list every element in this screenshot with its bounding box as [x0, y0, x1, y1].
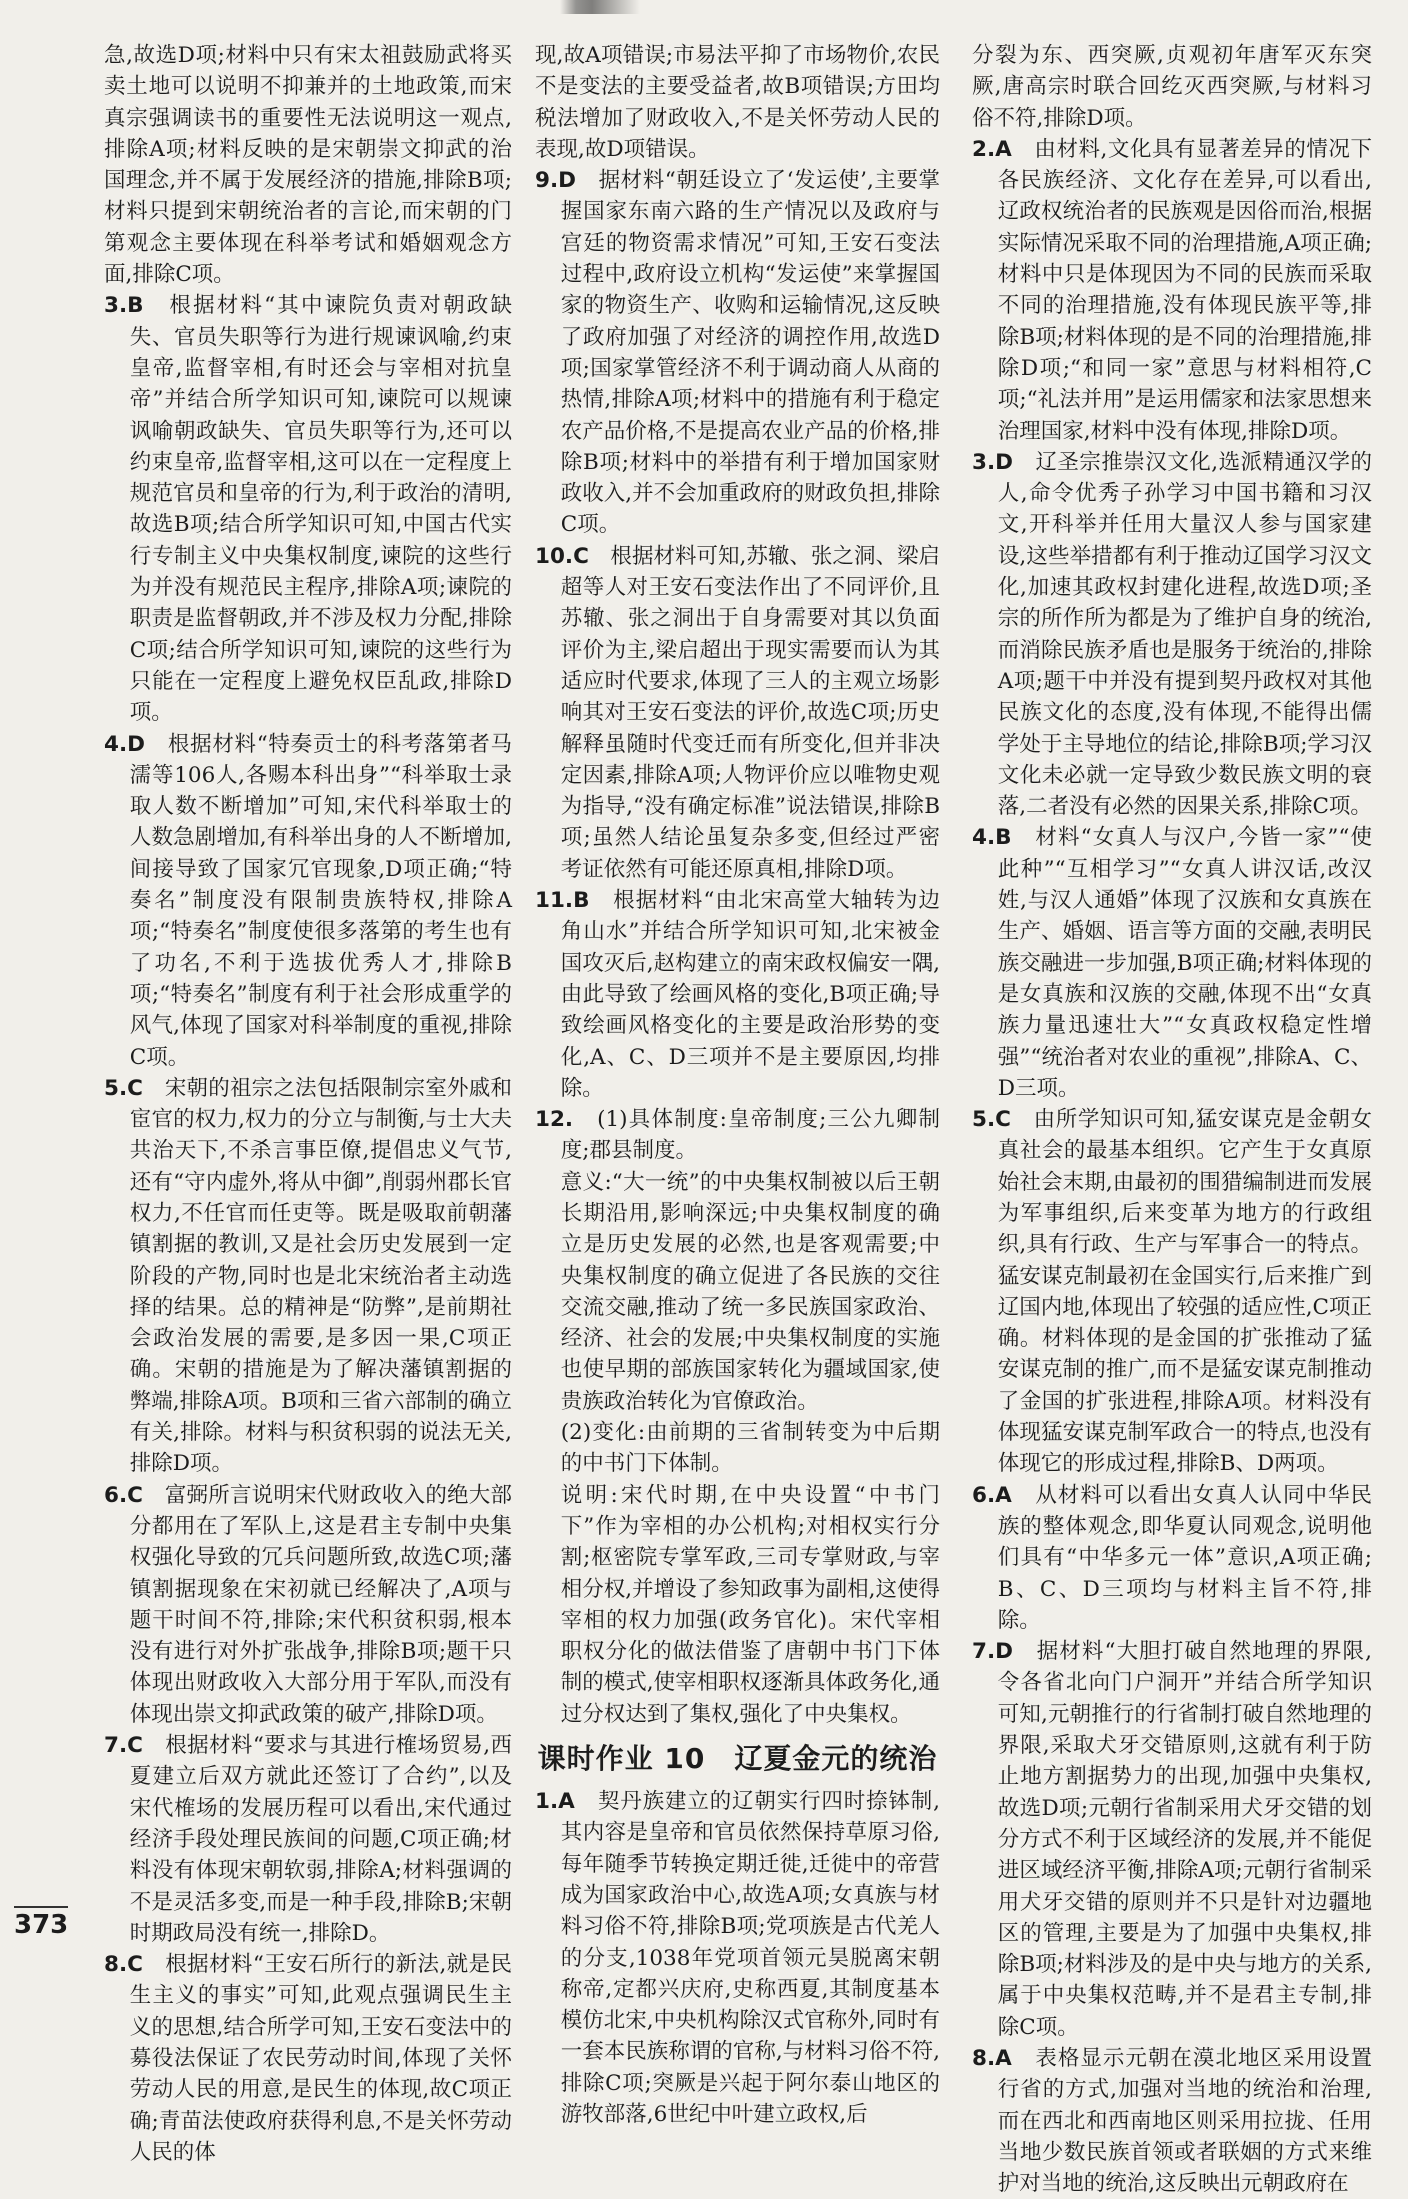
answer-item — [972, 1480, 1372, 1636]
answer-text: 据材料“大胆打破自然地理的界限,令各省北向门户洞开”并结合所学知识可知,元朝推行的行省制打破自然地理的界限,采取犬牙交错原则,这就有利于防止地方割据势力的出现,加强中央集权,故选D项;元朝行省制采用犬牙交错的划分方式不利于区域经济的发展,并不能促进区域经济平衡,排除A项;元朝行省制采用犬牙交错的原则并不只是针对边疆地区的管理,主要是为了加强中央集权,排除B项;材料涉及的是中央与地方的关系,属于中央集权范畴,并不是君主专制,排除C项。 — [997, 1639, 1372, 2040]
column-middle — [535, 40, 940, 2127]
answer-number: 12. — [535, 1107, 574, 1133]
answer-paragraph — [535, 1167, 940, 1417]
answer-text: 从材料可以看出女真人认同中华民族的整体观念,即华夏认同观念,说明他们具有“中华多元一体”意识,A项正确;B、C、D三项均与材料主旨不符,排除。 — [997, 1482, 1372, 1633]
answer-number: 2.A — [972, 136, 1012, 162]
answer-text: 说明:宋代时期,在中央设置“中书门下”作为宰相的办公机构;对相权实行分割;枢密院专掌军政,三司专掌财政,与宰相分权,并增设了参知政事为副相,这使得宰相的权力加强(政务官化)。宋代宰相职权分化的做法借鉴了唐朝中书门下体制的模式,使宰相职权逐渐具体政务化,通过分权达到了集权,强化了中央集权。 — [560, 1482, 940, 1727]
answer-item — [535, 541, 940, 885]
answer-text: 根据材料“王安石所行的新法,就是民生主义的事实”可知,此观点强调民生主义的思想,结合所学可知,王安石变法中的募役法保证了农民劳动时间,体现了关怀劳动人民的用意,是民生的体现,故C项正确;青苗法使政府获得利息,不是关怀劳动人民的体 — [129, 1952, 512, 2165]
answer-item — [972, 1104, 1372, 1480]
answer-paragraph — [972, 40, 1372, 134]
column-right — [972, 40, 1372, 2197]
section-title: 课时作业 10 辽夏金元的统治 — [537, 1742, 938, 1776]
answer-text: (1)具体制度:皇帝制度;三公九卿制度;郡县制度。 — [560, 1107, 940, 1164]
column-left — [104, 40, 512, 2165]
answer-item — [104, 1480, 512, 1730]
answer-number: 6.A — [972, 1482, 1012, 1508]
answer-text: 富弼所言说明宋代财政收入的绝大部分都用在了军队上,这是君主专制中央集权强化导致的冗兵问题所致,故选C项;藩镇割据现象在宋初就已经解决了,A项与题干时间不符,排除;宋代积贫积弱,根本没有进行对外扩张战争,排除B项;题干只体现出财政收入大部分用于军队,而没有体现出崇文抑武政策的破产,排除D项。 — [129, 1482, 512, 1727]
answer-number: 3.B — [104, 293, 144, 319]
answer-number: 4.D — [104, 731, 145, 757]
answer-text: 由所学知识可知,猛安谋克是金朝女真社会的最基本组织。它产生于女真原始社会末期,由最初的围猎编制进而发展为军事组织,后来变革为地方的行政组织,具有行政、生产与军事合一的特点。猛安谋克制最初在金国实行,后来推广到辽国内地,体现出了较强的适应性,C项正确。材料体现的是金国的扩张推动了猛安谋克制的推广,而不是猛安谋克制推动了金国的扩张进程,排除A项。材料没有体现猛安谋克制军政合一的特点,也没有体现它的形成过程,排除B、D两项。 — [997, 1107, 1372, 1477]
answer-paragraph — [535, 1480, 940, 1730]
answer-text: 根据材料可知,苏辙、张之洞、梁启超等人对王安石变法作出了不同评价,且苏辙、张之洞出于自身需要对其以负面评价为主,梁启超出于现实需要而认为其适应时代要求,体现了三人的主观立场影响其对王安石变法的评价,故选C项;历史解释虽随时代变迁而有所变化,但并非决定因素,排除A项;人物评价应以唯物史观为指导,“没有确定标准”说法错误,排除B项;虽然人结论虽复杂多变,但经过严密考证依然有可能还原真相,排除D项。 — [560, 543, 940, 882]
answer-number: 11.B — [535, 888, 590, 914]
answer-text: 根据材料“其中谏院负责对朝政缺失、官员失职等行为进行规谏讽喻,约束皇帝,监督宰相,有时还会与宰相对抗皇帝”并结合所学知识可知,谏院可以规谏讽喻朝政缺失、官员失职等行为,还可以约束皇帝,监督宰相,这可以在一定程度上规范官员和皇帝的行为,利于政治的清明,故选B项;结合所学知识可知,中国古代实行专制主义中央集权制度,谏院的这些行为并没有规范民主程序,排除A项;谏院的职责是监督朝政,并不涉及权力分配,排除C项;结合所学知识可知,谏院的这些行为只能在一定程度上避免权臣乱政,排除D项。 — [129, 293, 512, 726]
answer-item — [104, 1730, 512, 1949]
answer-item — [972, 447, 1372, 823]
answer-text: 根据材料“要求与其进行榷场贸易,西夏建立后双方就此还签订了合约”,以及宋代榷场的发展历程可以看出,宋代通过经济手段处理民族间的问题,C项正确;材料没有体现宋朝软弱,排除A;材料强调的不是灵活多变,而是一种手段,排除B;宋朝时期政局没有统一,排除D。 — [129, 1733, 512, 1946]
scan-smudge — [560, 0, 640, 14]
answer-item — [535, 1104, 940, 1167]
answer-number: 1.A — [535, 1789, 575, 1815]
answer-item — [104, 729, 512, 1073]
answer-number: 8.C — [104, 1952, 143, 1978]
answer-paragraph — [535, 40, 940, 165]
answer-number: 7.C — [104, 1733, 143, 1759]
answer-text: 根据材料“由北宋高堂大轴转为边角山水”并结合所学知识可知,北宋被金国攻灭后,赵构建立的南宋政权偏安一隅,由此导致了绘画风格的变化,B项正确;导致绘画风格变化的主要是政治形势的变化,A、C、D三项并不是主要原因,均排除。 — [560, 888, 940, 1101]
answer-text: 现,故A项错误;市易法平抑了市场物价,农民不是变法的主要受益者,故B项错误;方田均税法增加了财政收入,不是关怀劳动人民的表现,故D项错误。 — [535, 43, 940, 162]
answer-number: 6.C — [104, 1482, 143, 1508]
answer-item — [535, 885, 940, 1104]
answer-text: 表格显示元朝在漠北地区采用设置行省的方式,加强对当地的统治和治理,而在西北和西南地区则采用拉拢、任用当地少数民族首领或者联姻的方式来维护对当地的统治,这反映出元朝政府在 — [997, 2046, 1372, 2197]
answer-text: (2)变化:由前期的三省制转变为中后期的中书门下体制。 — [560, 1420, 940, 1477]
answer-number: 3.D — [972, 449, 1013, 475]
answer-number: 9.D — [535, 168, 576, 194]
answer-text: 辽圣宗推崇汉文化,选派精通汉学的人,命令优秀子孙学习中国书籍和习汉文,开科举并任用大量汉人参与国家建设,这些举措都有利于推动辽国学习汉文化,加速其政权封建化进程,故选D项;圣宗的所作所为都是为了维护自身的统治,而消除民族矛盾也是服务于统治的,排除A项;题干中并没有提到契丹政权对其他民族文化的态度,没有体现,不能得出儒学处于主导地位的结论,排除B项;学习汉文化未必就一定导致少数民族文明的衰落,二者没有必然的因果关系,排除C项。 — [997, 449, 1372, 820]
page-number: 373 — [14, 1906, 68, 1940]
answer-number: 10.C — [535, 543, 589, 569]
answer-item — [104, 1073, 512, 1480]
answer-number: 5.C — [972, 1107, 1011, 1133]
answer-item — [972, 1636, 1372, 2043]
answer-number: 7.D — [972, 1639, 1013, 1665]
answer-number: 4.B — [972, 825, 1012, 851]
answer-text: 据材料“朝廷设立了‘发运使’,主要掌握国家东南六路的生产情况以及政府与宫廷的物资需求情况”可知,王安石变法过程中,政府设立机构“发运使”来掌握国家的物资生产、收购和运输情况,这反映了政府加强了对经济的调控作用,故选D项;国家掌管经济不利于调动商人从商的热情,排除A项;材料中的措施有利于稳定农产品价格,不是提高农业产品的价格,排除B项;材料中的举措有利于增加国家财政收入,并不会加重政府的财政负担,排除C项。 — [560, 168, 940, 538]
answer-text: 分裂为东、西突厥,贞观初年唐军灭东突厥,唐高宗时联合回纥灭西突厥,与材料习俗不符,排除D项。 — [972, 43, 1372, 131]
answer-text: 契丹族建立的辽朝实行四时捺钵制,其内容是皇帝和官员依然保持草原习俗,每年随季节转换定期迁徙,迁徙中的帝营成为国家政治中心,故选A项;女真族与材料习俗不符,排除B项;党项族是古代羌人的分支,1038年党项首领元昊脱离宋朝称帝,定都兴庆府,史称西夏,其制度基本模仿北宋,中央机构除汉式官称外,同时有一套本民族称谓的官称,与材料习俗不符,排除C项;突厥是兴起于阿尔泰山地区的游牧部落,6世纪中叶建立政权,后 — [560, 1789, 940, 2127]
answer-paragraph — [104, 40, 512, 290]
answer-number: 8.A — [972, 2046, 1012, 2071]
answer-item — [104, 1949, 512, 2168]
answer-item — [535, 1786, 940, 2130]
answer-paragraph — [535, 1417, 940, 1480]
answer-text: 根据材料“特奏贡士的科考落第者马濡等106人,各赐本科出身”“科举取士录取人数不断增加”可知,宋代科举取士的人数急剧增加,有科举出身的人不断增加,间接导致了国家冗官现象,D项正确;“特奏名”制度没有限制贵族特权,排除A项;“特奏名”制度使很多落第的考生也有了功名,不利于选拔优秀人才,排除B项;“特奏名”制度有利于社会形成重学的风气,体现了国家对科举制度的重视,排除C项。 — [129, 731, 512, 1070]
answer-text: 材料“女真人与汉户,今皆一家”“使此种”“互相学习”“女真人讲汉话,改汉姓,与汉人通婚”体现了汉族和女真族在生产、婚姻、语言等方面的交融,表明民族交融进一步加强,B项正确;材料体现的是女真族和汉族的交融,体现不出“女真族力量迅速壮大”“女真政权稳定性增强”“统治者对农业的重视”,排除A、C、D三项。 — [997, 825, 1372, 1101]
answer-item — [972, 2043, 1372, 2199]
answer-text: 意义:“大一统”的中央集权制被以后王朝长期沿用,影响深远;中央集权制度的确立是历史发展的必然,也是客观需要;中央集权制度的确立促进了各民族的交往交流交融,推动了统一多民族国家政治、经济、社会的发展;中央集权制度的实施也使早期的部族国家转化为疆域国家,使贵族政治转化为官僚政治。 — [560, 1169, 940, 1414]
answer-item — [972, 822, 1372, 1104]
answer-text: 宋朝的祖宗之法包括限制宗室外戚和宦官的权力,权力的分立与制衡,与士大夫共治天下,不杀言事臣僚,提倡忠义气节,还有“守内虚外,将从中御”,削弱州郡长官权力,不任官而任吏等。既是吸取前朝藩镇割据的教训,又是社会历史发展到一定阶段的产物,同时也是北宋统治者主动选择的结果。总的精神是“防弊”,是前期社会政治发展的需要,是多因一果,C项正确。宋朝的措施是为了解决藩镇割据的弊端,排除A项。B项和三省六部制的确立有关,排除。材料与积贫积弱的说法无关,排除D项。 — [129, 1075, 512, 1477]
answer-item — [972, 134, 1372, 447]
answer-text: 急,故选D项;材料中只有宋太祖鼓励武将买卖土地可以说明不抑兼并的土地政策,而宋真宗强调读书的重要性无法说明这一观点,排除A项;材料反映的是宋朝崇文抑武的治国理念,并不属于发展经济的措施,排除B项;材料只提到宋朝统治者的言论,而宋朝的门第观念主要体现在科举考试和婚姻观念方面,排除C项。 — [104, 43, 512, 288]
answer-text: 由材料,文化具有显著差异的情况下各民族经济、文化存在差异,可以看出,辽政权统治者的民族观是因俗而治,根据实际情况采取不同的治理措施,A项正确;材料中只是体现因为不同的民族而采取不同的治理措施,没有体现民族平等,排除B项;材料体现的是不同的治理措施,排除D项;“和同一家”意思与材料相符,C项;“礼法并用”是运用儒家和法家思想来治理国家,材料中没有体现,排除D项。 — [997, 136, 1372, 444]
answer-item — [535, 165, 940, 541]
answer-item — [104, 290, 512, 728]
answer-number: 5.C — [104, 1075, 143, 1101]
